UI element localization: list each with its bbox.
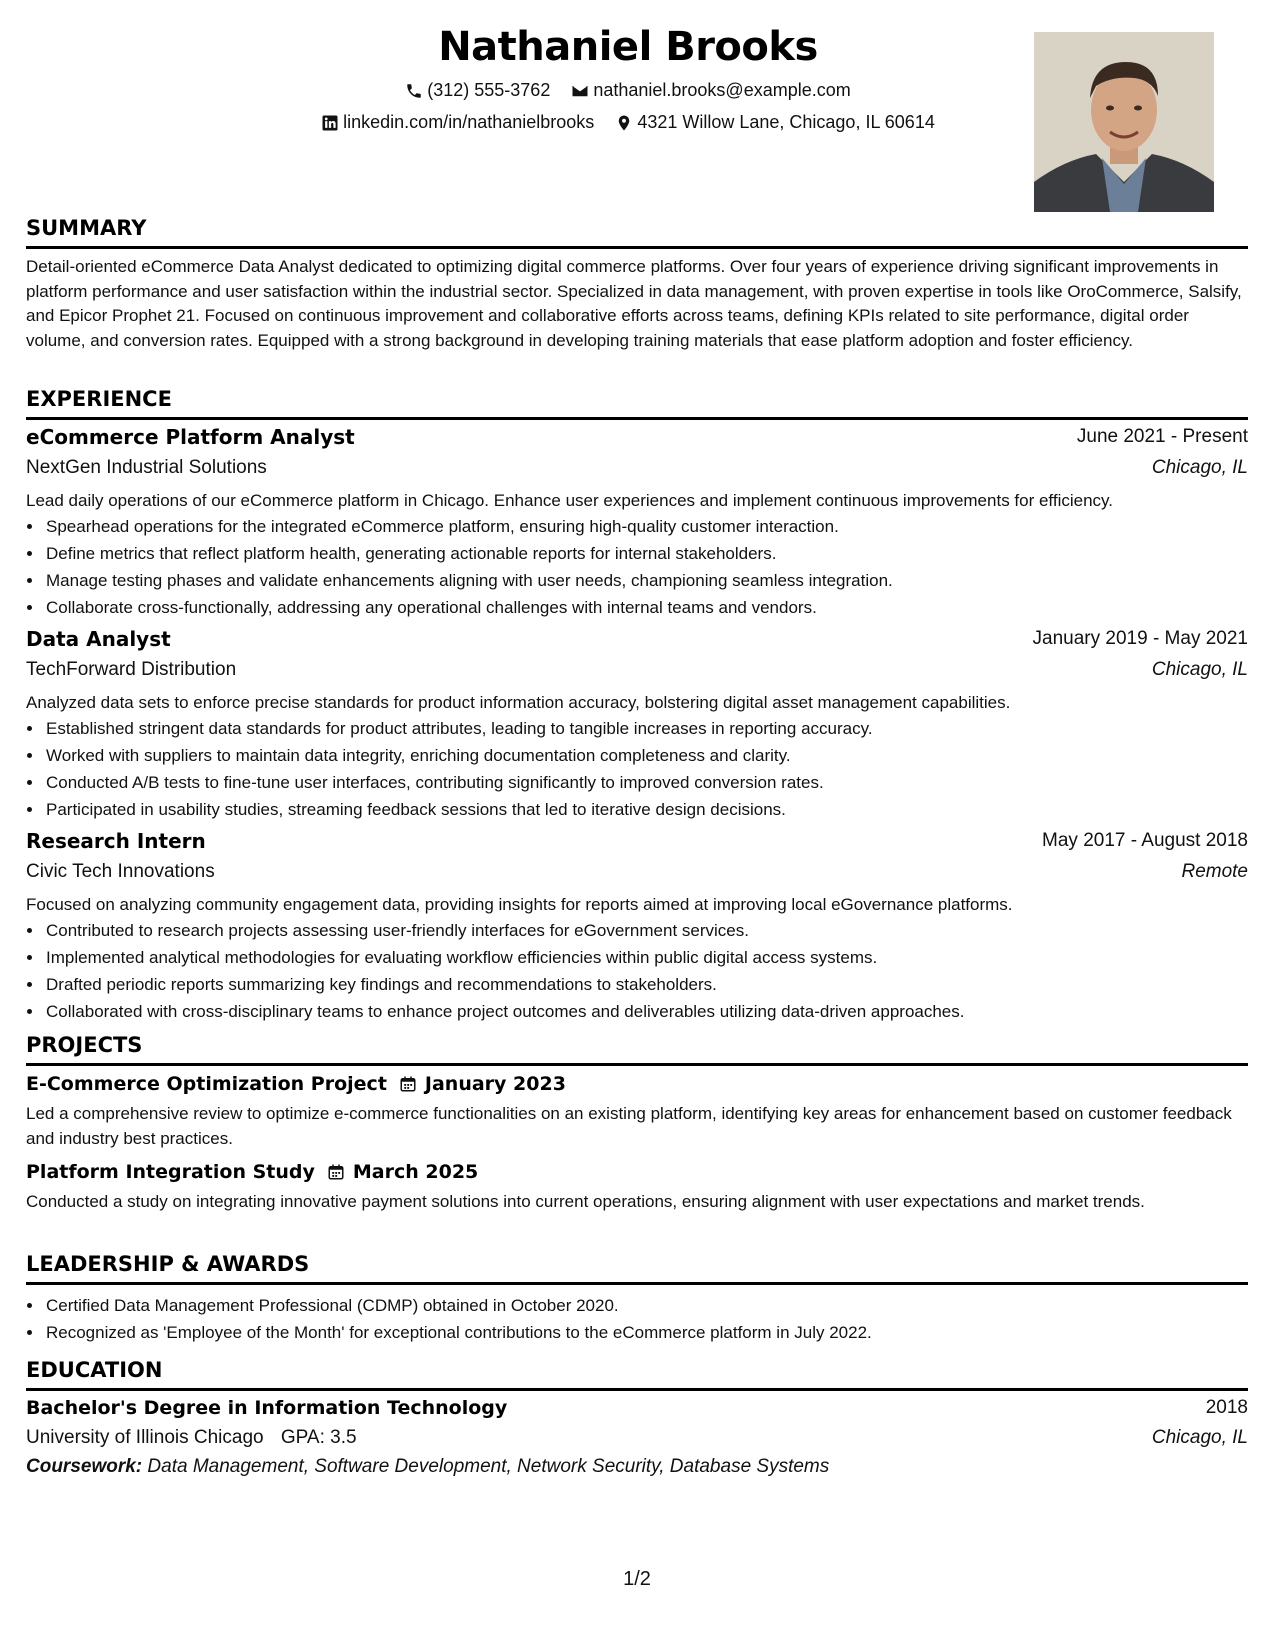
list-item: • Contributed to research projects assessing user-friendly interfaces for eGovernment services. xyxy=(44,917,1266,944)
project-heading xyxy=(26,1073,566,1095)
phone-icon xyxy=(405,82,423,100)
section-title-summary: SUMMARY xyxy=(26,216,1248,249)
list-item: • Define metrics that reflect platform health, generating actionable reports for internal stakeholders. xyxy=(44,540,1266,567)
list-item: • Manage testing phases and validate enhancements aligning with user needs, championing seamless integration. xyxy=(44,567,1266,594)
linkedin-link[interactable]: linkedin.com/in/nathanielbrooks xyxy=(343,112,595,132)
project-heading xyxy=(26,1161,478,1183)
list-item: • Spearhead operations for the integrated eCommerce platform, ensuring high-quality customer interaction. xyxy=(44,513,1266,540)
coursework-label: Coursework: xyxy=(26,1456,143,1477)
school-line xyxy=(26,1427,357,1449)
job-location: Chicago, IL xyxy=(1151,659,1248,680)
section-title-projects: PROJECTS xyxy=(26,1033,1248,1066)
school-location: Chicago, IL xyxy=(1151,1427,1248,1448)
gpa-text: GPA: 3.5 xyxy=(280,1427,357,1448)
project-description: Conducted a study on integrating innovative payment solutions into current operations, ensuring alignment with user expectations and market trends. xyxy=(26,1192,1145,1211)
list-item: • Collaborate cross-functionally, addressing any operational challenges with internal teams and vendors. xyxy=(44,594,1266,621)
coursework-text: Data Management, Software Development, Network Security, Database Systems xyxy=(147,1456,830,1477)
leadership-bullets xyxy=(26,1292,1266,1346)
job-title: Research Intern xyxy=(26,829,206,853)
linkedin-icon xyxy=(321,114,339,132)
job-dates: January 2019 - May 2021 xyxy=(1032,628,1248,649)
job-title: eCommerce Platform Analyst xyxy=(26,425,355,449)
resume-page xyxy=(26,0,1248,1650)
job-title: Data Analyst xyxy=(26,627,171,651)
project-date: March 2025 xyxy=(352,1161,479,1183)
section-title-experience: EXPERIENCE xyxy=(26,387,1248,420)
list-item: • Established stringent data standards for product attributes, leading to tangible increases in reporting accuracy. xyxy=(44,715,1266,742)
candidate-name: Nathaniel Brooks xyxy=(438,24,818,70)
list-item: • Implemented analytical methodologies for evaluating workflow efficiencies within public digital access systems. xyxy=(44,944,1266,971)
job-bullets xyxy=(26,917,1266,1025)
envelope-icon xyxy=(571,82,589,100)
job-description: Analyzed data sets to enforce precise standards for product information accuracy, bolstering digital asset management capabilities. xyxy=(26,693,1011,712)
project-name: Platform Integration Study xyxy=(26,1161,315,1183)
project-date: January 2023 xyxy=(424,1073,566,1095)
address-text: 4321 Willow Lane, Chicago, IL 60614 xyxy=(637,112,935,132)
job-company: NextGen Industrial Solutions xyxy=(26,457,267,478)
calendar-icon xyxy=(327,1163,345,1181)
section-title-education: EDUCATION xyxy=(26,1358,1248,1391)
profile-photo-image xyxy=(1034,32,1214,212)
list-item: • Participated in usability studies, streaming feedback sessions that led to iterative design decisions. xyxy=(44,796,1266,823)
coursework-line xyxy=(26,1456,829,1478)
graduation-year: 2018 xyxy=(1205,1397,1248,1418)
list-item: • Collaborated with cross-disciplinary teams to enhance project outcomes and deliverables utilizing data-driven approaches. xyxy=(44,998,1266,1025)
contact-linkedin[interactable] xyxy=(321,112,594,133)
job-description: Focused on analyzing community engagement data, providing insights for reports aimed at improving local eGovernance platforms. xyxy=(26,895,1013,914)
school-name: University of Illinois Chicago xyxy=(26,1427,264,1448)
page-number: 1/2 xyxy=(623,1568,651,1590)
list-item: • Certified Data Management Professional (CDMP) obtained in October 2020. xyxy=(44,1292,1266,1319)
resume-header xyxy=(26,20,1248,220)
map-pin-icon xyxy=(615,114,633,132)
calendar-icon xyxy=(399,1075,417,1093)
contact-address xyxy=(615,112,935,133)
job-dates: May 2017 - August 2018 xyxy=(1042,830,1248,851)
job-company: Civic Tech Innovations xyxy=(26,861,215,882)
contact-phone xyxy=(405,80,550,101)
email-link[interactable]: nathaniel.brooks@example.com xyxy=(593,80,851,100)
job-company: TechForward Distribution xyxy=(26,659,237,680)
job-dates: June 2021 - Present xyxy=(1076,426,1248,447)
profile-photo xyxy=(1034,32,1214,212)
list-item: • Conducted A/B tests to fine-tune user interfaces, contributing significantly to improved conversion rates. xyxy=(44,769,1266,796)
list-item: • Worked with suppliers to maintain data integrity, enriching documentation completeness and clarity. xyxy=(44,742,1266,769)
project-name: E-Commerce Optimization Project xyxy=(26,1073,387,1095)
list-item: • Drafted periodic reports summarizing key findings and recommendations to stakeholders. xyxy=(44,971,1266,998)
degree-title: Bachelor's Degree in Information Technology xyxy=(26,1397,508,1419)
job-description: Lead daily operations of our eCommerce platform in Chicago. Enhance user experiences and implement continuous improvements for efficiency. xyxy=(26,491,1113,510)
section-title-leadership: LEADERSHIP & AWARDS xyxy=(26,1252,1248,1285)
list-item: • Recognized as 'Employee of the Month' for exceptional contributions to the eCommerce platform in July 2022. xyxy=(44,1319,1266,1346)
phone-text: (312) 555-3762 xyxy=(427,80,551,100)
job-location: Remote xyxy=(1181,861,1248,882)
job-bullets xyxy=(26,715,1266,823)
summary-text: Detail-oriented eCommerce Data Analyst dedicated to optimizing digital commerce platforms. Over four years of experience driving significant improvements in platform performance and user satisfaction within the industrial sector. Specialized in data management, with proven expertise in tools like OroCommerce, Salsify, and Epicor Prophet 21. Focused on continuous improvement and collaborative efforts across teams, defining KPIs related to site performance, digital order volume, and conversion rates. Equipped with a strong background in developing training materials that ease platform adoption and foster efficiency. xyxy=(26,257,1242,350)
contact-email[interactable] xyxy=(571,80,850,101)
job-bullets xyxy=(26,513,1266,621)
job-location: Chicago, IL xyxy=(1151,457,1248,478)
project-description: Led a comprehensive review to optimize e-commerce functionalities on an existing platform, identifying key areas for enhancement based on customer feedback and industry best practices. xyxy=(26,1104,1232,1148)
